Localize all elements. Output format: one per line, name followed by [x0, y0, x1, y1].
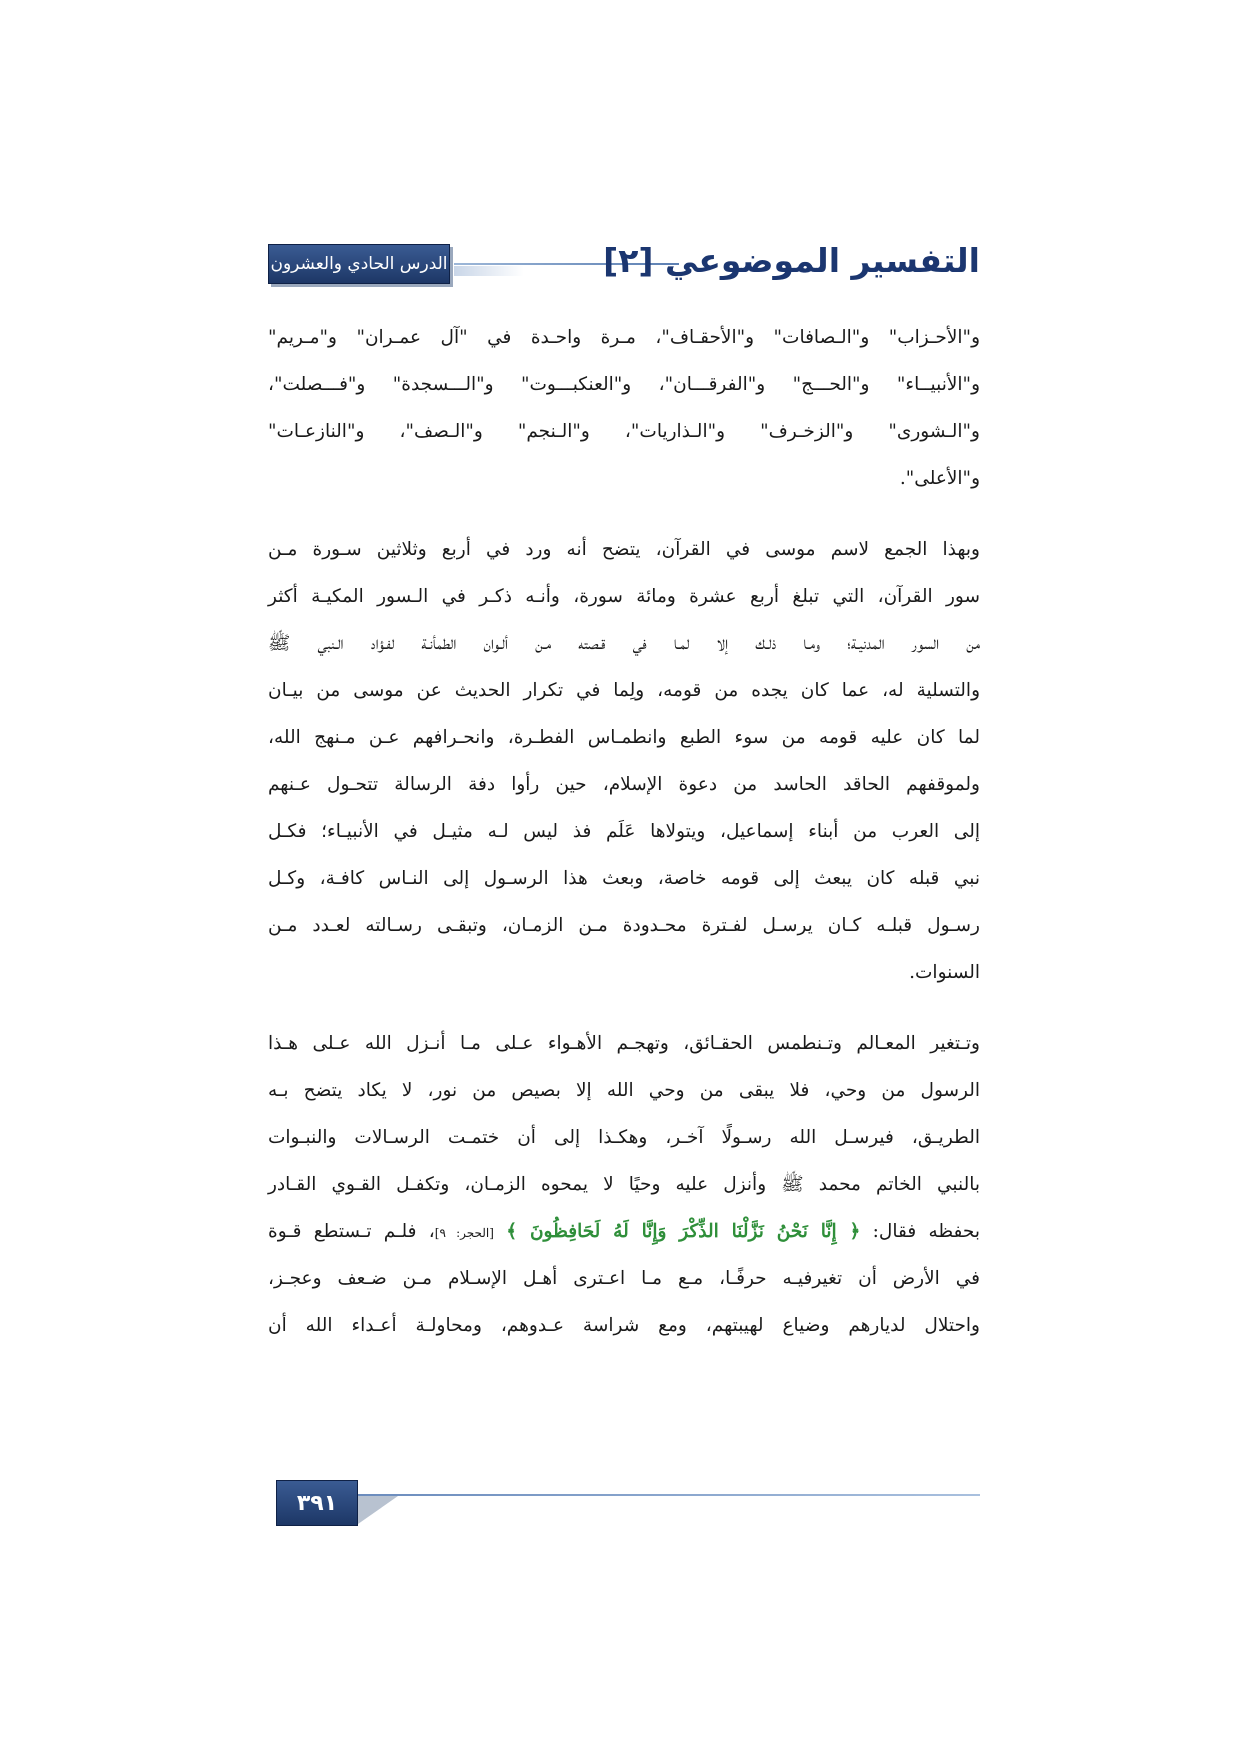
quran-citation-line [268, 1208, 980, 1255]
text-line: و"الأحـزاب" و"الـصافات" و"الأحقـاف"، مـرة واحـدة في "آل عمـران" و"مـريم" [268, 327, 980, 348]
text-line: لما كان عليه قومه من سوء الطبع وانطمـاس الفطـرة، وانحـرافهم عـن مـنهج الله، [268, 727, 980, 748]
citation-lead-in: بحفظه فقال: [860, 1221, 980, 1242]
verse-reference: [الحجر: ٩] [434, 1226, 494, 1240]
text-line: وتـتغير المعـالم وتـنطمس الحقـائق، وتهجـم الأهـواء عـلى مـا أنـزل الله عـلى هـذا [268, 1033, 980, 1054]
quran-verse: ﴿ إِنَّا نَحْنُ نَزَّلْنَا الذِّكْرَ وَإِنَّا لَهُ لَحَافِظُونَ ﴾ [506, 1221, 861, 1242]
page-number-shadow [358, 1496, 398, 1524]
page-footer [276, 1480, 980, 1536]
paragraph-3 [268, 1020, 980, 1349]
book-title: التفسير الموضوعي [٢] [603, 241, 980, 280]
text-line: و"الـشورى" و"الزخـرف" و"الـذاريات"، و"الـنجم" و"الـصف"، و"النازعـات" [268, 421, 980, 442]
page-header [268, 236, 980, 286]
citation-continuation: ، فلـم تـستطع قـوة [268, 1221, 435, 1242]
page-number-box [276, 1480, 358, 1526]
paragraph-2 [268, 526, 980, 996]
text-line: الرسول من وحي، فلا يبقى من وحي الله إلا بصيص من نور، لا يكاد يتضح بـه [268, 1080, 980, 1101]
text-line: سور القرآن، التي تبلغ أربع عشرة ومائة سورة، وأنـه ذكـر في الـسور المكيـة أكثر [268, 586, 980, 607]
header-line-shadow [454, 266, 524, 276]
footer-divider [358, 1494, 980, 1496]
text-line: بالنبي الخاتم محمد ﷺ وأنزل عليه وحيًا لا يمحوه الزمـان، وتكفـل القـوي القـادر [268, 1174, 980, 1195]
text-line: وبهذا الجمع لاسم موسى في القرآن، يتضح أنه ورد في أربع وثلاثين سـورة مـن [268, 539, 980, 560]
text-line: والتسلية له، عما كان يجده من قومه، ولِما في تكرار الحديث عن موسى من بيـان [268, 680, 980, 701]
lesson-label-box [268, 244, 450, 284]
text-line: من السور المدنيـة؛ ومـا ذلـك إلا لمـا في قـصته مـن ألـوان الطمأنـة لفـؤاد الـنبي ﷺ [268, 633, 980, 654]
text-line: إلى العرب من أبناء إسماعيل، ويتولاها عَلَم فذ ليس لـه مثيـل في الأنبيـاء؛ فكـل [268, 821, 980, 842]
page-number: ٣٩١ [296, 1490, 338, 1516]
page-body [268, 314, 980, 1373]
text-line: ولموقفهم الحاقد الحاسد من دعوة الإسلام، حين رأوا دفة الرسالة تتحـول عـنهم [268, 774, 980, 795]
text-line: رسـول قبلـه كـان يرسـل لفـترة محـدودة مـن الزمـان، وتبقـى رسـالته لعـدد مـن [268, 915, 980, 936]
text-line: واحتلال لديارهم وضياع لهيبتهم، ومع شراسة عـدوهم، ومحاولـة أعـداء الله أن [268, 1315, 980, 1336]
text-line: السنوات. [909, 962, 980, 983]
text-line: و"الأنبيــاء" و"الحـــج" و"الفرقـــان"، و"العنكبـــوت" و"الـــسجدة" و"فـــصلت"، [268, 374, 980, 395]
paragraph-1 [268, 314, 980, 502]
text-line: الطريـق، فيرسـل الله رسـولًا آخـر، وهكـذا إلى أن ختمـت الرسـالات والنبـوات [268, 1127, 980, 1148]
text-line: نبي قبله كان يبعث إلى قومه خاصة، وبعث هذا الرسـول إلى النـاس كافـة، وكـل [268, 868, 980, 889]
lesson-label: الدرس الحادي والعشرون [270, 254, 448, 274]
text-line: في الأرض أن تغيرفيـه حرفًـا، مـع مـا اعـترى أهـل الإسـلام مـن ضـعف وعجـز، [268, 1268, 980, 1289]
text-line: و"الأعلى". [899, 468, 980, 489]
